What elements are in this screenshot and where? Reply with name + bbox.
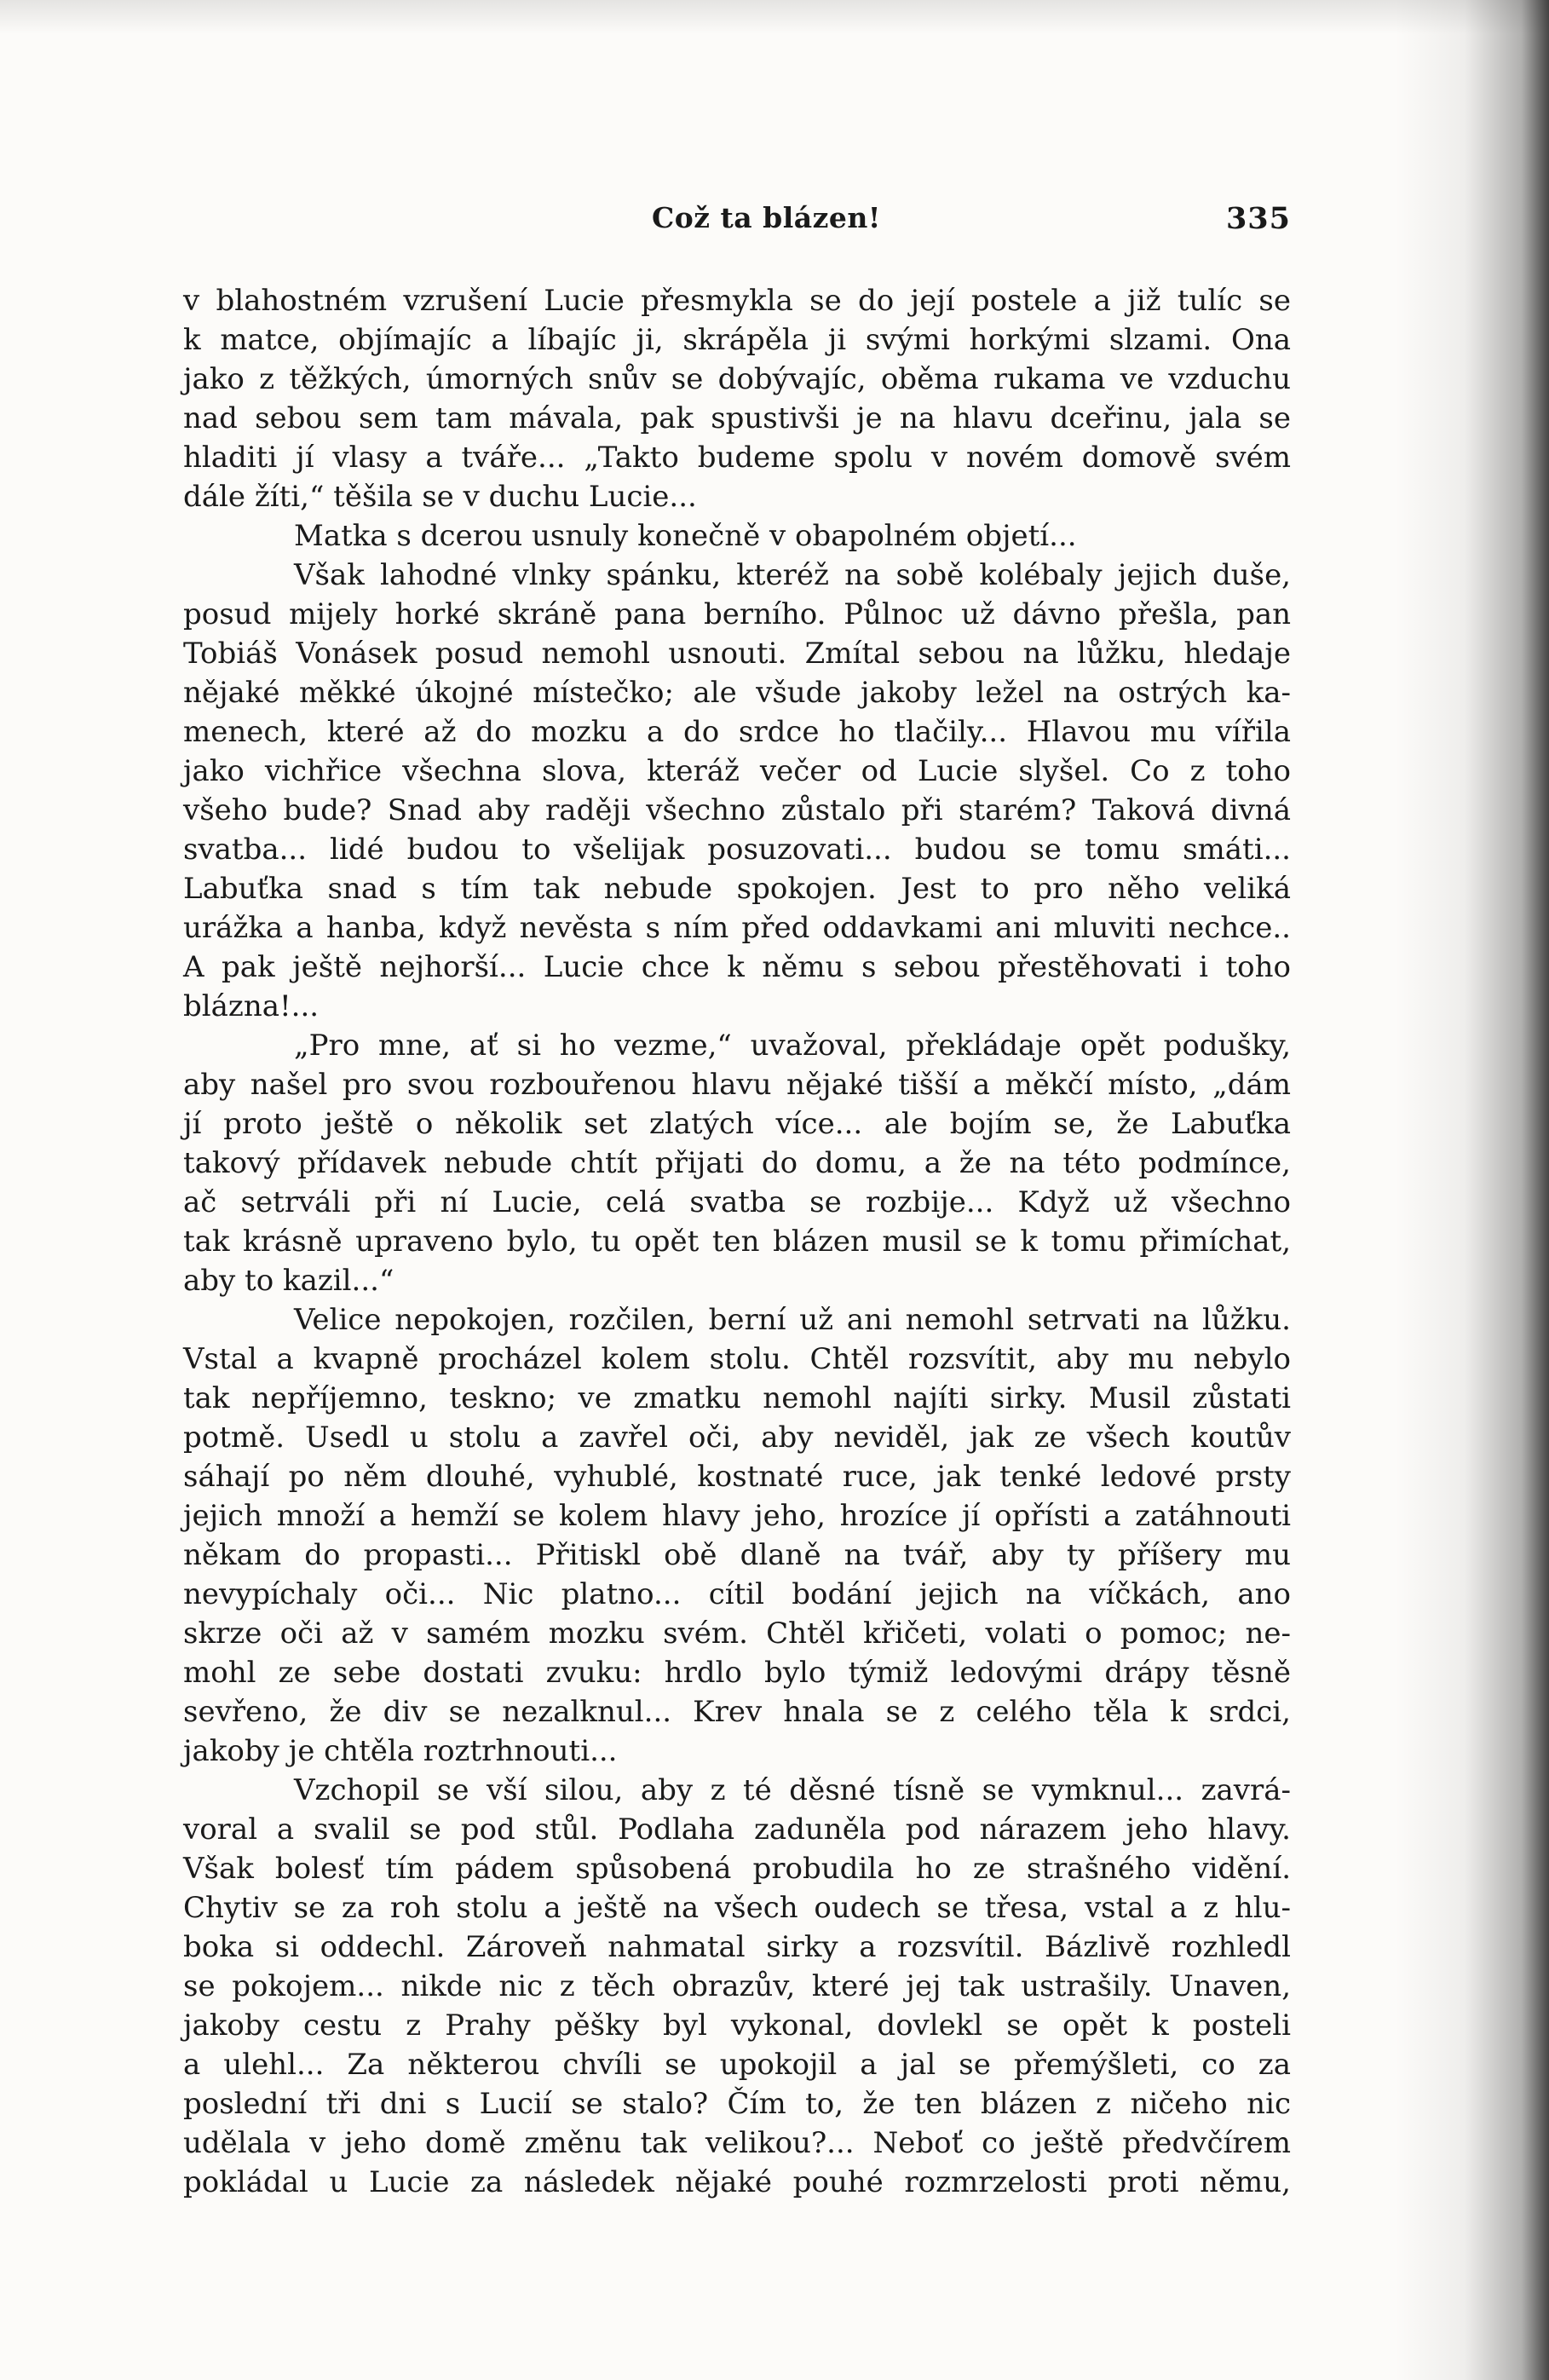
text-line: urážka a hanba, když nevěsta s ním před oddavkami ani mluviti nechce.. [183, 911, 1291, 945]
text-line: Však bolesť tím pádem spůsobená probudila ho ze strašného vidění. [183, 1852, 1291, 1886]
text-line: „Pro mne, ať si ho vezme,“ uvažoval, překládaje opět podušky, [294, 1029, 1291, 1063]
text-line: menech, které až do mozku a do srdce ho tlačily... Hlavou mu vířila [183, 715, 1291, 749]
text-line: jako z těžkých, úmorných snův se dobývajíc, oběma rukama ve vzduchu [183, 362, 1291, 396]
scan-shadow-top [0, 0, 1549, 34]
text-line: Labuťka snad s tím tak nebude spokojen. Jest to pro něho veliká [183, 872, 1291, 906]
text-line: k matce, objímajíc a líbajíc ji, skrápěla ji svými horkými slzami. Ona [183, 323, 1291, 357]
text-line: posud mijely horké skráně pana berního. Půlnoc už dávno přešla, pan [183, 597, 1291, 631]
text-line: svatba... lidé budou to všelijak posuzovati... budou se tomu smáti... [183, 833, 1291, 867]
text-line: aby to kazil...“ [183, 1264, 394, 1298]
text-line: tak krásně upraveno bylo, tu opět ten blázen musil se k tomu přimíchat, [183, 1225, 1291, 1259]
text-line: Matka s dcerou usnuly konečně v obapolném objetí... [294, 519, 1077, 553]
text-line: se pokojem... nikde nic z těch obrazův, které jej tak ustrašily. Unaven, [183, 1969, 1291, 2003]
scan-shadow-right [1396, 0, 1549, 2380]
text-line: skrze oči až v samém mozku svém. Chtěl křičeti, volati o pomoc; ne- [183, 1616, 1291, 1651]
text-line: všeho bude? Snad aby raději všechno zůstalo při starém? Taková divná [183, 793, 1291, 827]
text-line: tak nepříjemno, teskno; ve zmatku nemohl najíti sirky. Musil zůstati [183, 1381, 1291, 1415]
text-line: aby našel pro svou rozbouřenou hlavu nějaké tišší a měkčí místo, „dám [183, 1068, 1291, 1102]
text-line: A pak ještě nejhorší... Lucie chce k němu s sebou přestěhovati i toho [183, 950, 1291, 984]
text-line: voral a svalil se pod stůl. Podlaha zaduněla pod nárazem jeho hlavy. [183, 1812, 1291, 1847]
text-line: a ulehl... Za některou chvíli se upokojil a jal se přemýšleti, co za [183, 2048, 1291, 2082]
text-line: dále žíti,“ těšila se v duchu Lucie... [183, 480, 697, 514]
text-line: jakoby je chtěla roztrhnouti... [183, 1734, 618, 1768]
text-line: jejich množí a hemží se kolem hlavy jeho, hrozíce jí opřísti a zatáhnouti [183, 1499, 1291, 1533]
text-line: jako vichřice všechna slova, kteráž večer od Lucie slyšel. Co z toho [183, 754, 1291, 788]
running-head [183, 201, 1291, 244]
text-line: boka si oddechl. Zároveň nahmatal sirky a rozsvítil. Bázlivě rozhledl [183, 1930, 1291, 1964]
text-line: ač setrváli při ní Lucie, celá svatba se rozbije... Když už všechno [183, 1185, 1291, 1219]
text-line: Chytiv se za roh stolu a ještě na všech oudech se třesa, vstal a z hlu- [183, 1891, 1291, 1925]
text-line: sáhají po něm dlouhé, vyhublé, kostnaté ruce, jak tenké ledové prsty [183, 1460, 1291, 1494]
text-line: někam do propasti... Přitiskl obě dlaně na tvář, aby ty příšery mu [183, 1538, 1291, 1572]
text-line: Vstal a kvapně procházel kolem stolu. Chtěl rozsvítit, aby mu nebylo [183, 1342, 1291, 1376]
text-line: blázna!... [183, 989, 320, 1023]
text-line: nevypíchaly oči... Nic platno... cítil bodání jejich na víčkách, ano [183, 1577, 1291, 1611]
text-line: nějaké měkké úkojné místečko; ale všude jakoby ležel na ostrých ka- [183, 676, 1291, 710]
text-line: Tobiáš Vonásek posud nemohl usnouti. Zmítal sebou na lůžku, hledaje [183, 637, 1291, 671]
text-line: poslední tři dni s Lucií se stalo? Čím to, že ten blázen z ničeho nic [183, 2087, 1291, 2121]
chapter-title: Což ta blázen! [652, 201, 881, 234]
text-line: udělala v jeho domě změnu tak velikou?... Neboť co ještě předvčírem [183, 2126, 1291, 2160]
text-line: Však lahodné vlnky spánku, kteréž na sobě kolébaly jejich duše, [294, 558, 1291, 592]
text-line: nad sebou sem tam mávala, pak spustivši je na hlavu dceřinu, jala se [183, 401, 1291, 435]
body-text [183, 281, 1291, 2199]
text-line: jakoby cestu z Prahy pěšky byl vykonal, dovlekl se opět k posteli [183, 2008, 1291, 2043]
text-line: mohl ze sebe dostati zvuku: hrdlo bylo týmiž ledovými drápy těsně [183, 1656, 1291, 1690]
text-line: jí proto ještě o několik set zlatých více... ale bojím se, že Labuťka [183, 1107, 1291, 1141]
text-line: pokládal u Lucie za následek nějaké pouhé rozmrzelosti proti němu, [183, 2165, 1291, 2199]
text-line: hladiti jí vlasy a tváře... „Takto budeme spolu v novém domově svém [183, 441, 1291, 475]
text-line: takový přídavek nebude chtít přijati do domu, a že na této podmínce, [183, 1146, 1291, 1180]
text-line: sevřeno, že div se nezalknul... Krev hnala se z celého těla k srdci, [183, 1695, 1291, 1729]
text-line: v blahostném vzrušení Lucie přesmykla se do její postele a již tulíc se [183, 284, 1291, 318]
text-line: Vzchopil se vší silou, aby z té děsné tísně se vymknul... zavrá- [294, 1773, 1291, 1807]
page-number: 335 [1225, 201, 1291, 236]
text-line: potmě. Usedl u stolu a zavřel oči, aby neviděl, jak ze všech koutův [183, 1421, 1291, 1455]
text-line: Velice nepokojen, rozčilen, berní už ani nemohl setrvati na lůžku. [294, 1303, 1291, 1337]
